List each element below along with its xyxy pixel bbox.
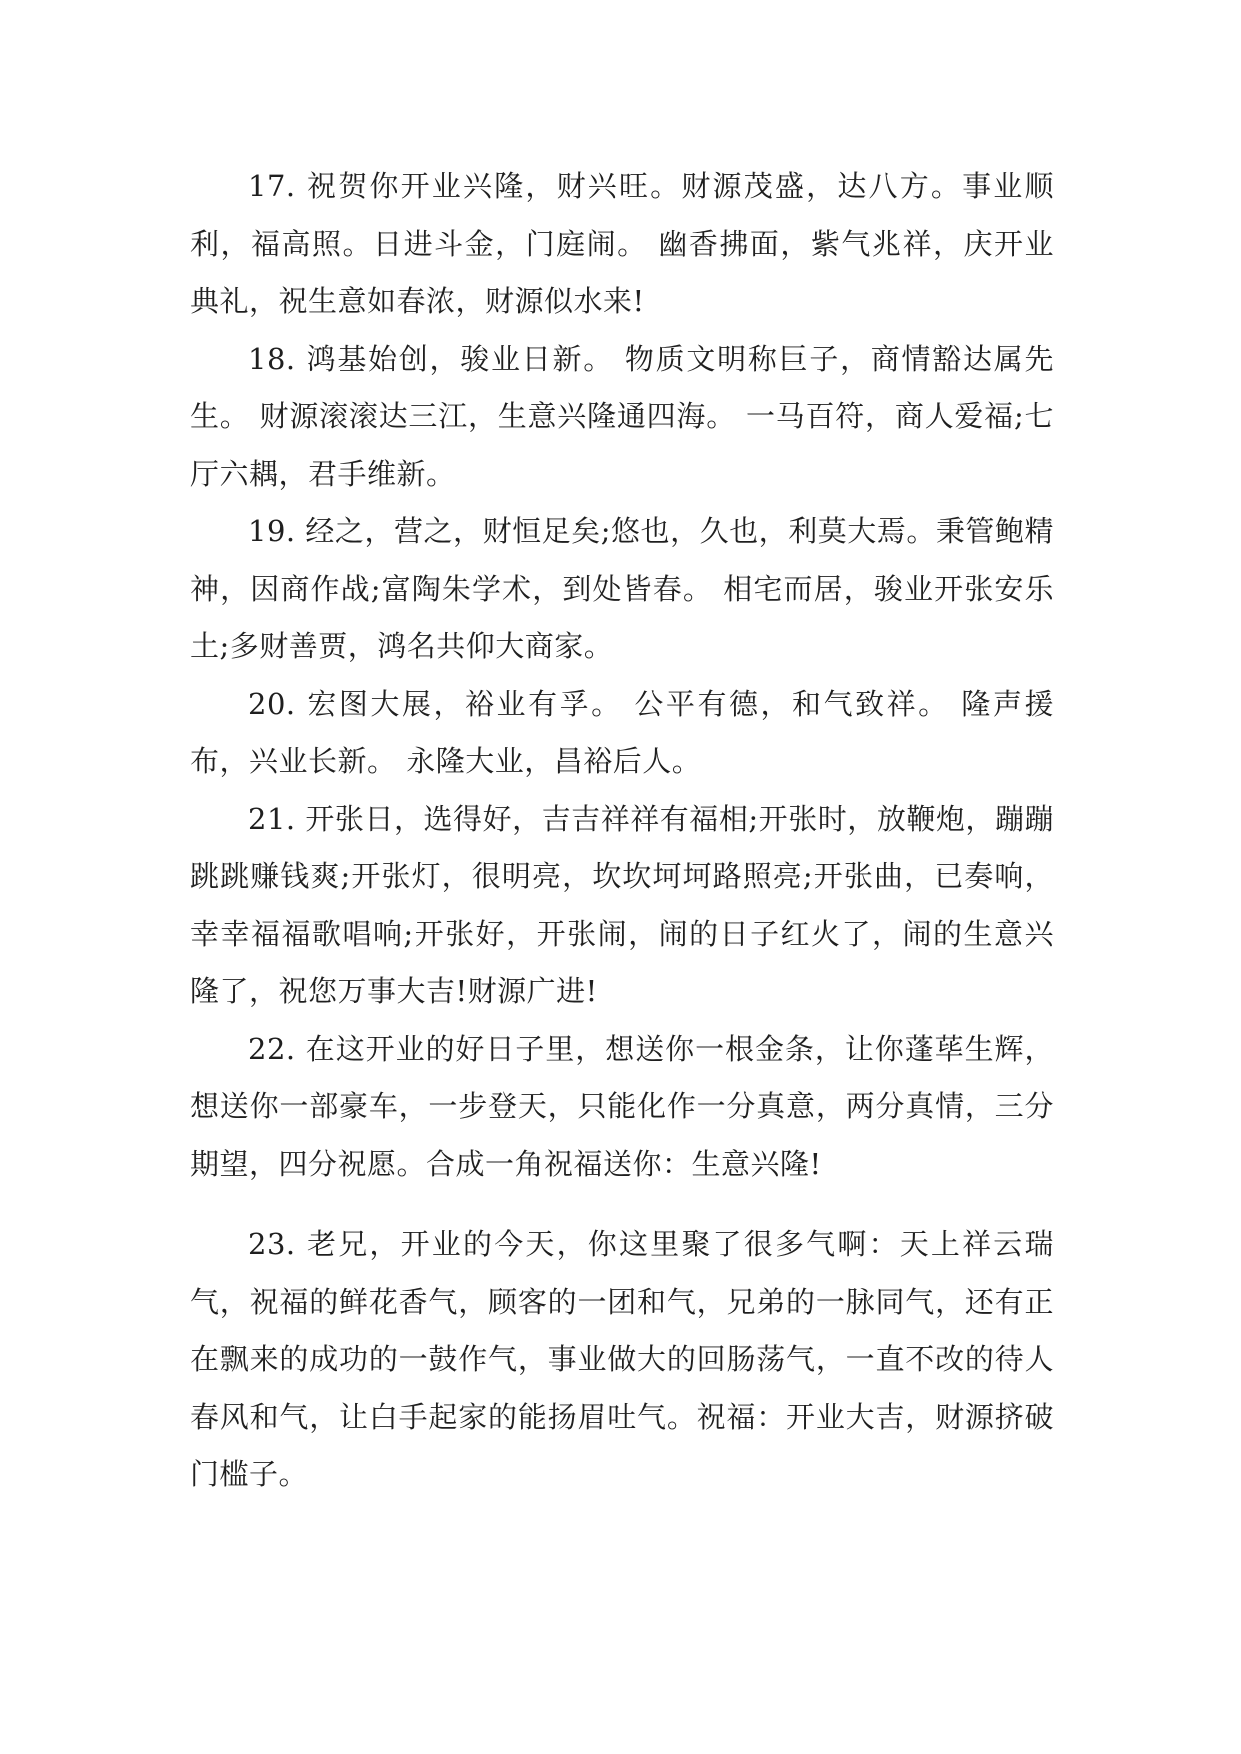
paragraph-22: 22. 在这开业的好日子里，想送你一根金条，让你蓬荜生辉，想送你一部豪车，一步登天，只能化作一分真意，两分真情，三分期望，四分祝愿。合成一角祝福送你：生意兴隆! <box>190 1031 1054 1181</box>
paragraph-18: 18. 鸿基始创，骏业日新。 物质文明称巨子，商情豁达属先生。 财源滚滚达三江，生意兴隆通四海。 一马百符，商人爱福;七厅六耦，君手维新。 <box>190 341 1054 491</box>
paragraph-21: 21. 开张日，选得好，吉吉祥祥有福相;开张时，放鞭炮，蹦蹦跳跳赚钱爽;开张灯，很明亮，坎坎坷坷路照亮;开张曲，已奏响，幸幸福福歌唱响;开张好，开张闹，闹的日子红火了，闹的生意兴隆了，祝您万事大吉!财源广进! <box>190 801 1054 1008</box>
paragraph-23: 23. 老兄，开业的今天，你这里聚了很多气啊：天上祥云瑞气，祝福的鲜花香气，顾客的一团和气，兄弟的一脉同气，还有正在飘来的成功的一鼓作气，事业做大的回肠荡气，一直不改的待人春风和气，让白手起家的能扬眉吐气。祝福：开业大吉，财源挤破门槛子。 <box>190 1227 1054 1491</box>
paragraph-20: 20. 宏图大展，裕业有孚。 公平有德，和气致祥。 隆声援布，兴业长新。 永隆大业，昌裕后人。 <box>190 686 1054 778</box>
paragraph-19: 19. 经之，营之，财恒足矣;悠也，久也，利莫大焉。秉管鲍精神，因商作战;富陶朱学术，到处皆春。 相宅而居，骏业开张安乐土;多财善贾，鸿名共仰大商家。 <box>190 514 1054 663</box>
document-body <box>190 158 1054 1504</box>
paragraph-17: 17. 祝贺你开业兴隆，财兴旺。财源茂盛，达八方。事业顺利，福高照。日进斗金，门庭闹。 幽香拂面，紫气兆祥，庆开业典礼，祝生意如春浓，财源似水来! <box>190 169 1054 318</box>
